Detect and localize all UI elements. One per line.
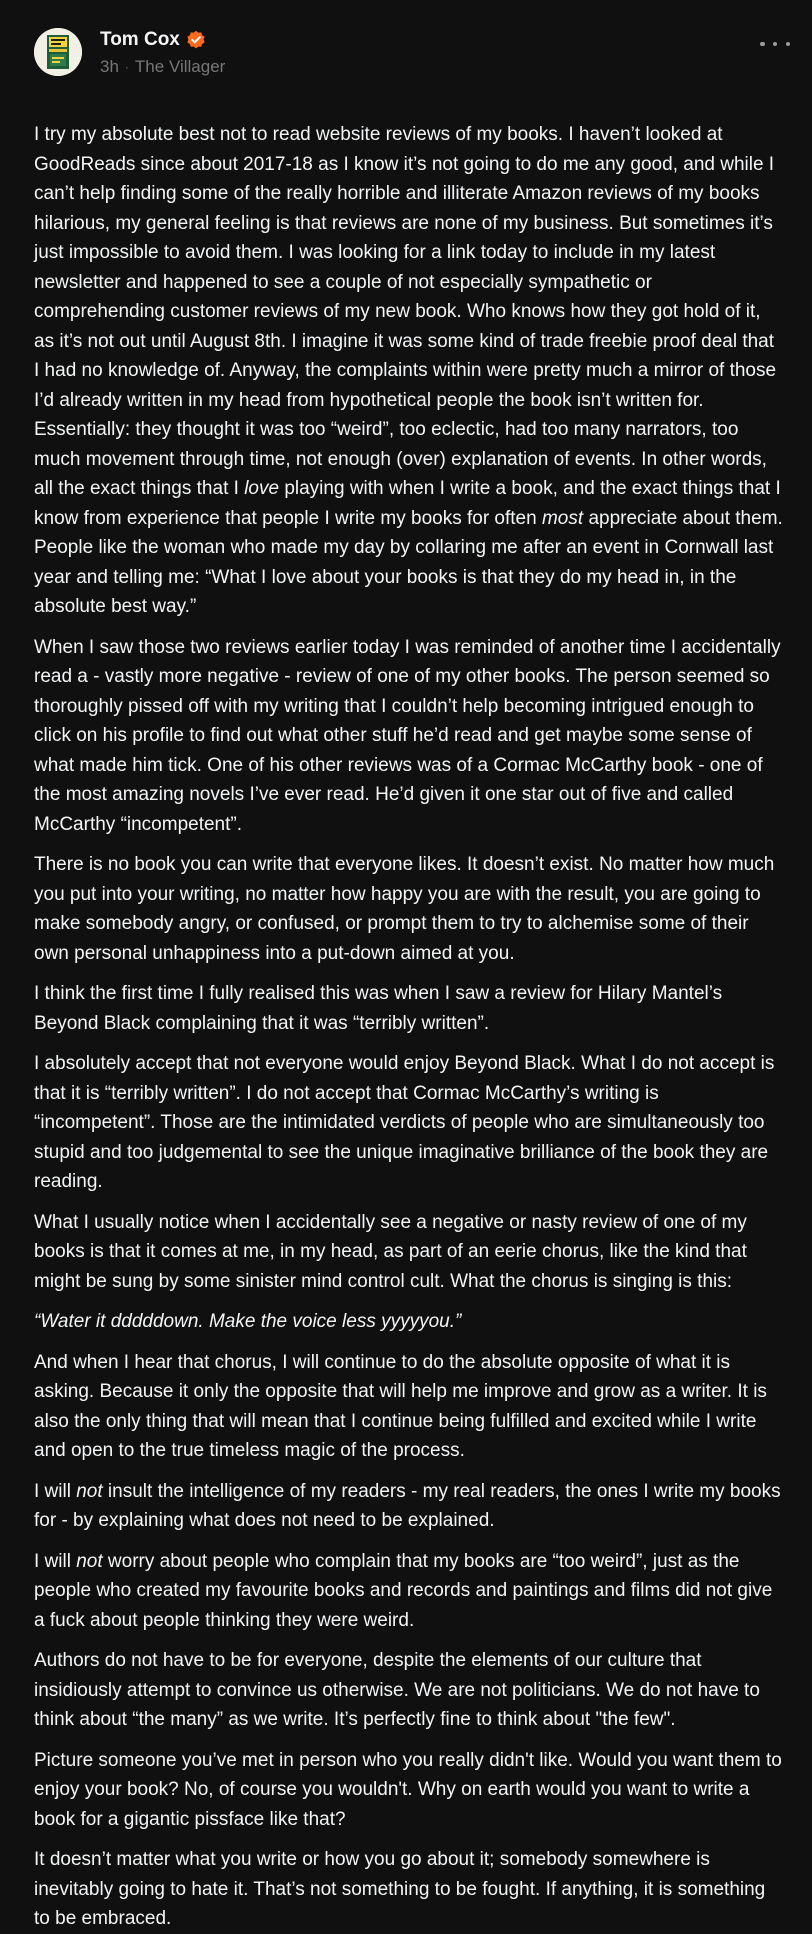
post-paragraph <box>34 120 784 622</box>
paragraph-text: I try my absolute best not to read website reviews of my books. I haven’t looked at GoodReads since about 2017-18 as I know it’s not going to do me any good, and while I can’t help finding some of the really horrible and illiterate Amazon reviews of my books hilarious, my general feeling is that reviews are none of my business. But sometimes it’s just impossible to avoid them. I was looking for a link today to include in my latest newsletter and happened to see a couple of not especially sympathetic or comprehending customer reviews of my new book. Who knows how they got hold of it, as it’s not out until August 8th. I imagine it was some kind of trade freebie proof deal that I had no knowledge of. Anyway, the complaints within were pretty much a mirror of those I’d already written in my head from hypothetical people the book isn’t written for. Essentially: they thought it was too “weird”, too eclectic, had too many narrators, too much movement through time, not enough (over) explanation of events. In other words, all the exact things that I <box>34 124 777 499</box>
post-paragraph <box>34 850 784 968</box>
post-paragraph <box>34 1307 784 1337</box>
post-paragraph <box>34 633 784 840</box>
paragraph-text: I will <box>34 1550 77 1572</box>
author-avatar[interactable] <box>34 28 82 76</box>
more-options-button[interactable] <box>760 34 790 54</box>
emphasis-text: love <box>244 478 280 499</box>
emphasis-text: “Water it dddddown. Make the voice less yyyyyou.” <box>34 1311 462 1332</box>
paragraph-text: playing with when I write a book, and the exact things that I know from experience that people I write my books for often <box>34 478 781 529</box>
more-horizontal-icon-dot <box>773 42 778 47</box>
post-paragraph <box>34 979 784 1038</box>
post-paragraph <box>34 1547 784 1636</box>
post-meta <box>100 26 225 77</box>
post-time: 3h <box>100 57 119 76</box>
paragraph-text: What I usually notice when I accidentally see a negative or nasty review of one of my books is that it comes at me, in my head, as part of an eerie chorus, like the kind that might be sung by some sinister mind control cult. What the chorus is singing is this: <box>34 1211 747 1292</box>
paragraph-text: Picture someone you’ve met in person who you really didn't like. Would you want them to enjoy your book? No, of course you wouldn't. Why on earth would you want to write a book for a gigantic pissface like that? <box>34 1749 782 1830</box>
paragraph-text: There is no book you can write that everyone likes. It doesn’t exist. No matter how much you put into your writing, no matter how happy you are with the result, you are going to make somebody angry, or confused, or prompt them to try to alchemise some of their own personal unhappiness into a put-down aimed at you. <box>34 854 775 964</box>
emphasis-text: most <box>541 507 584 529</box>
post-sub-row <box>100 57 225 77</box>
paragraph-text: I think the first time I fully realised this was when I saw a review for Hilary Mantel’s Beyond Black complaining that it was “terribly written”. <box>34 983 723 1034</box>
post-paragraph <box>34 1049 784 1197</box>
meta-separator: · <box>124 60 129 74</box>
name-row <box>100 29 225 51</box>
verified-badge-icon <box>186 30 206 50</box>
paragraph-text: worry about people who complain that my books are “too weird”, just as the people who created my favourite books and records and paintings and films did not give a fuck about people thinking they were weird. <box>34 1550 773 1631</box>
post-paragraph <box>34 1477 784 1536</box>
post-paragraph <box>34 1746 784 1835</box>
paragraph-text: insult the intelligence of my readers - my real readers, the ones I write my books for - by explaining what does not need to be explained. <box>34 1480 781 1531</box>
more-horizontal-icon-dot <box>786 42 791 47</box>
paragraph-text: I will <box>34 1480 77 1502</box>
emphasis-text: not <box>76 1550 103 1572</box>
more-horizontal-icon <box>760 42 765 47</box>
book-cover-avatar-icon <box>34 28 82 76</box>
emphasis-text: not <box>76 1480 103 1502</box>
paragraph-text: Authors do not have to be for everyone, despite the elements of our culture that insidiously attempt to convince us otherwise. We are not politicians. We do not have to think about “the many” as we write. It’s perfectly fine to think about "the few". <box>34 1650 760 1730</box>
post-paragraph <box>34 1348 784 1466</box>
author-name[interactable]: Tom Cox <box>100 29 180 50</box>
post-paragraph <box>34 1845 784 1934</box>
paragraph-text: I absolutely accept that not everyone would enjoy Beyond Black. What I do not accept is that it is “terribly written”. I do not accept that Cormac McCarthy’s writing is “incompetent”. Those are the intimidated verdicts of people who are simultaneously too stupid and too judgemental to see the unique imaginative brilliance of the book they are reading. <box>34 1053 775 1192</box>
paragraph-text: When I saw those two reviews earlier today I was reminded of another time I accidentally read a - vastly more negative - review of one of my other books. The person seemed so thoroughly pissed off with my writing that I couldn’t help becoming intrigued enough to click on his profile to find out what other stuff he’d read and get maybe some sense of what made him tick. One of his other reviews was of a Cormac McCarthy book - one of the most amazing novels I’ve ever read. He’d given it one star out of five and called McCarthy “incompetent”. <box>34 636 781 835</box>
post-paragraph <box>34 1208 784 1297</box>
post-body <box>34 120 790 1934</box>
paragraph-text: And when I hear that chorus, I will continue to do the absolute opposite of what it is asking. Because it only the opposite that will help me improve and grow as a writer. It is also the only thing that will mean that I continue being fulfilled and excited while I write and open to the true timeless magic of the process. <box>34 1351 767 1461</box>
post-paragraph <box>34 1646 784 1735</box>
post-header <box>34 26 790 100</box>
community-name[interactable]: The Villager <box>134 57 226 76</box>
paragraph-text: appreciate about them. People like the woman who made my day by collaring me after an event in Cornwall last year and telling me: “What I love about your books is that they do my head in, in the absolute best way.” <box>34 507 783 617</box>
paragraph-text: It doesn’t matter what you write or how you go about it; somebody somewhere is inevitably going to hate it. That’s not something to be fought. If anything, it is something to be embraced. <box>34 1849 766 1929</box>
